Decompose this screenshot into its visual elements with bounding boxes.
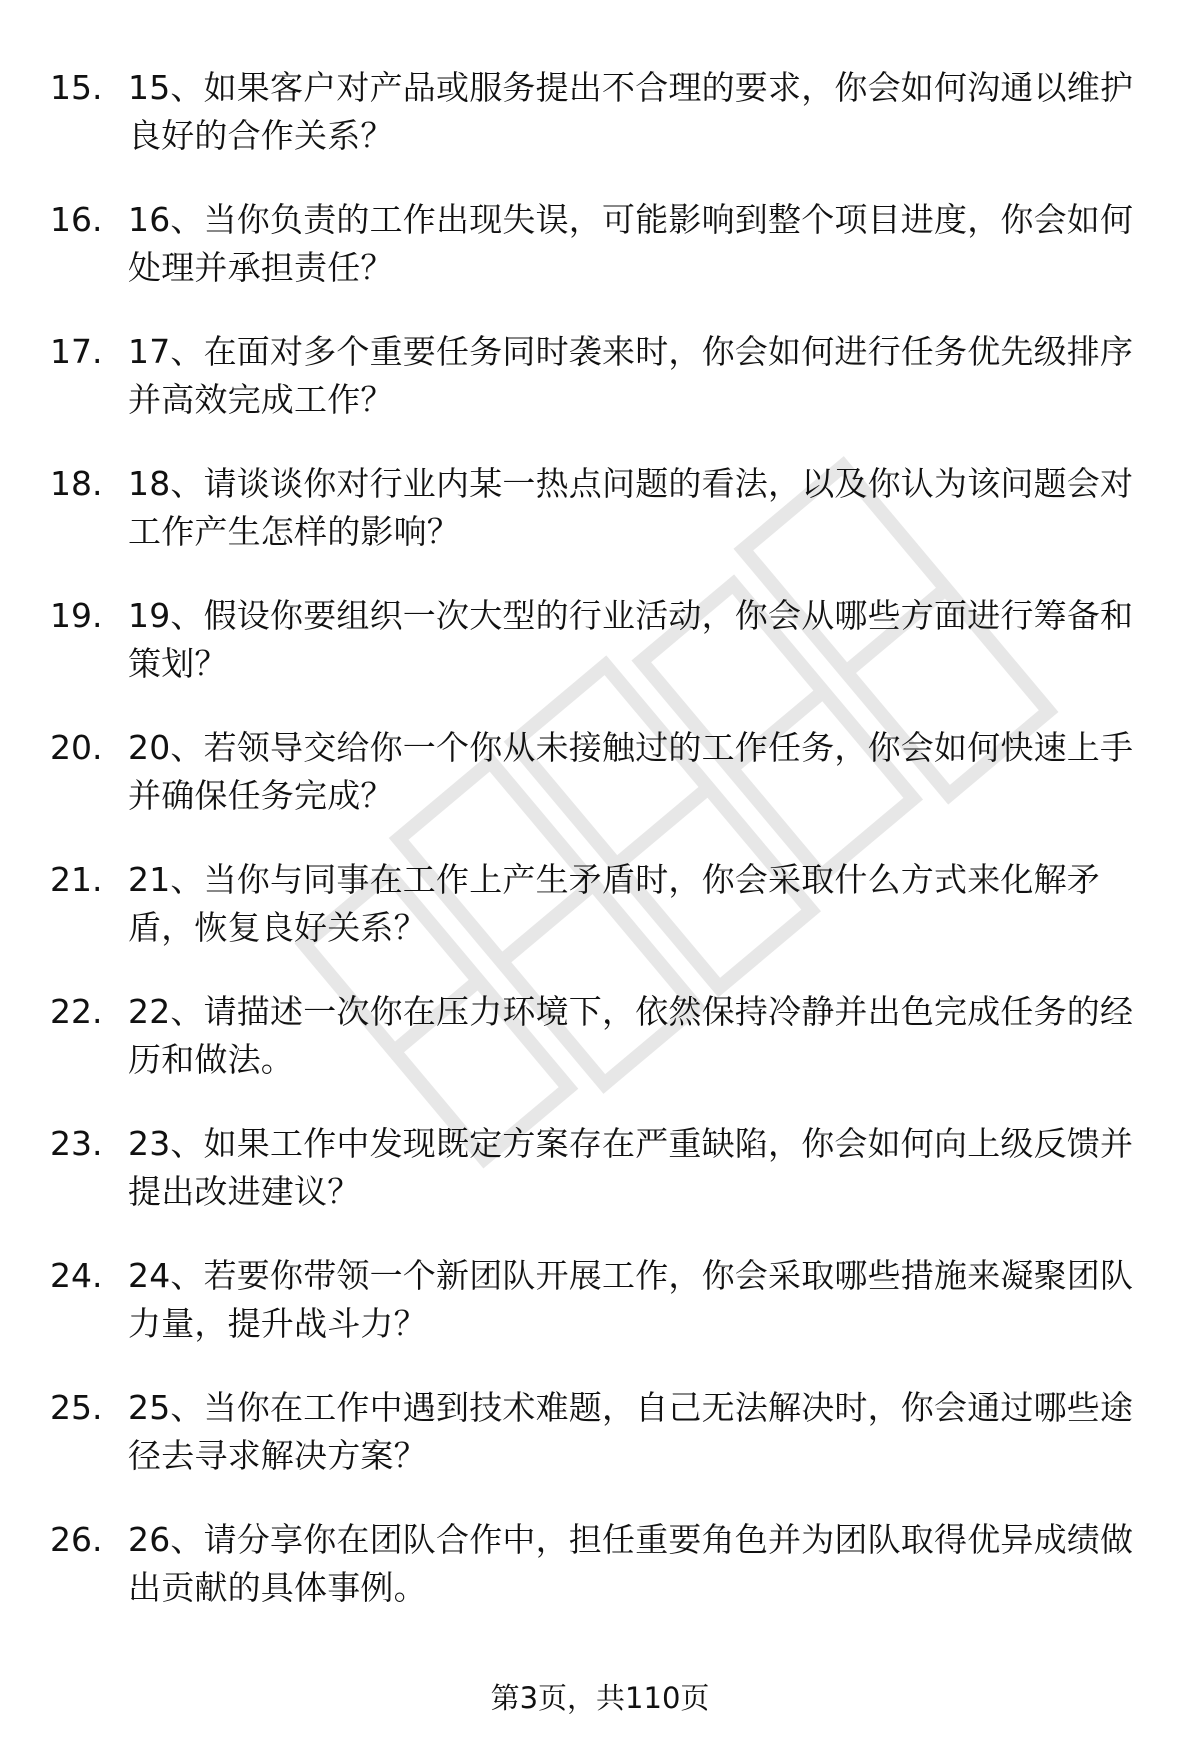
question-item [0,988,1200,1120]
question-number: 25. [50,1388,103,1427]
question-item [0,856,1200,988]
question-text: 25、当你在工作中遇到技术难题，自己无法解决时，你会通过哪些途径去寻求解决方案？ [128,1388,1134,1475]
question-number: 19. [50,596,103,635]
question-item [0,1252,1200,1384]
question-number: 26. [50,1520,103,1559]
question-text: 16、当你负责的工作出现失误，可能影响到整个项目进度，你会如何处理并承担责任？ [128,200,1134,287]
question-text: 22、请描述一次你在压力环境下，依然保持冷静并出色完成任务的经历和做法。 [128,992,1134,1079]
question-item [0,592,1200,724]
question-text: 17、在面对多个重要任务同时袭来时，你会如何进行任务优先级排序并高效完成工作？ [128,332,1134,419]
question-item [0,724,1200,856]
question-item [0,460,1200,592]
question-item [0,1384,1200,1516]
question-number: 22. [50,992,103,1031]
question-number: 21. [50,860,103,899]
question-text: 18、请谈谈你对行业内某一热点问题的看法，以及你认为该问题会对工作产生怎样的影响？ [128,464,1134,551]
question-item [0,328,1200,460]
question-text: 23、如果工作中发现既定方案存在严重缺陷，你会如何向上级反馈并提出改进建议？ [128,1124,1134,1211]
question-number: 23. [50,1124,103,1163]
question-number: 24. [50,1256,103,1295]
question-text: 26、请分享你在团队合作中，担任重要角色并为团队取得优异成绩做出贡献的具体事例。 [128,1520,1134,1607]
question-list [0,64,1200,1648]
question-number: 15. [50,68,103,107]
question-number: 18. [50,464,103,503]
question-number: 20. [50,728,103,767]
question-item [0,1516,1200,1648]
question-text: 15、如果客户对产品或服务提出不合理的要求，你会如何沟通以维护良好的合作关系？ [128,68,1134,155]
question-text: 21、当你与同事在工作上产生矛盾时，你会采取什么方式来化解矛盾，恢复良好关系？ [128,860,1100,947]
question-item [0,64,1200,196]
question-number: 17. [50,332,103,371]
question-text: 20、若领导交给你一个你从未接触过的工作任务，你会如何快速上手并确保任务完成？ [128,728,1134,815]
question-text: 19、假设你要组织一次大型的行业活动，你会从哪些方面进行筹备和策划？ [128,596,1134,683]
question-item [0,1120,1200,1252]
question-item [0,196,1200,328]
page-number-footer: 第3页，共110页 [490,1681,710,1715]
question-number: 16. [50,200,103,239]
question-text: 24、若要你带领一个新团队开展工作，你会采取哪些措施来凝聚团队力量，提升战斗力？ [128,1256,1134,1343]
